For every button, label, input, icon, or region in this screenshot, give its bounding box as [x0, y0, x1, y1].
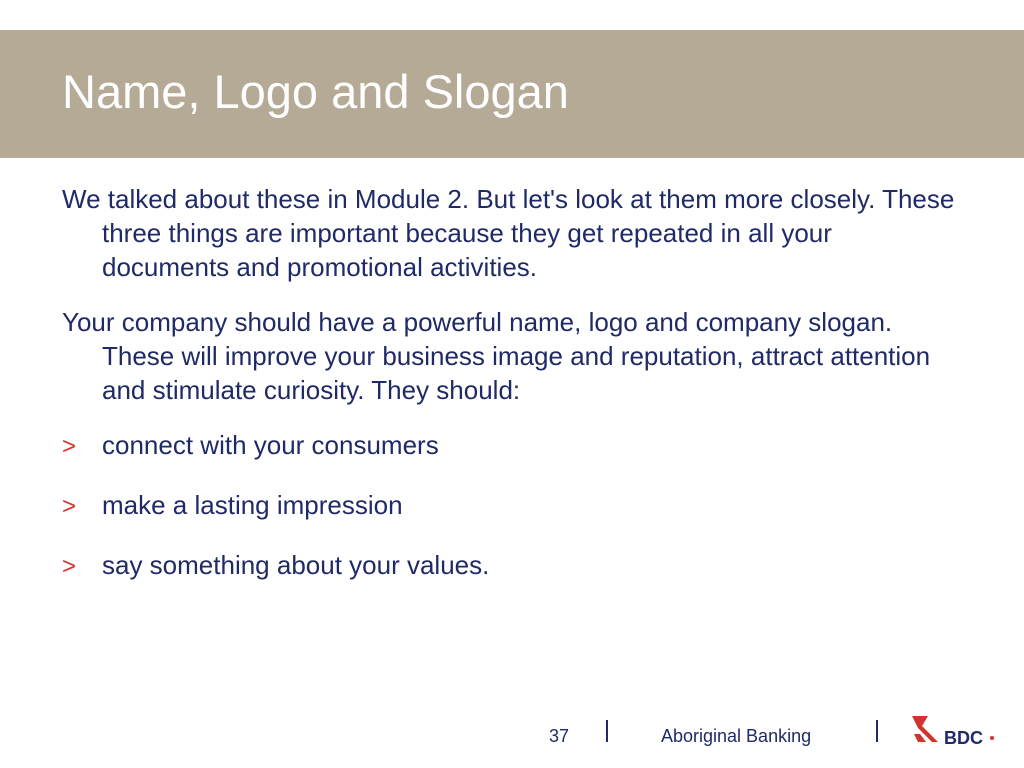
- bullet-text: connect with your consumers: [102, 430, 439, 460]
- bullet-marker: >: [62, 553, 77, 580]
- bullet-text: make a lasting impression: [102, 490, 403, 520]
- paragraph-company: Your company should have a powerful name, logo and company slogan. These will improve your business image and reputation, attract attention and stimulate curiosity. They should:: [62, 307, 931, 405]
- bullet-item: [62, 488, 962, 524]
- slide-body: [62, 182, 962, 608]
- bdc-logo: [908, 712, 998, 752]
- bullet-list: [62, 428, 962, 584]
- bullet-marker: >: [62, 433, 77, 460]
- logo-wordmark: BDC: [944, 728, 983, 748]
- bullet-text: say something about your values.: [102, 550, 490, 580]
- footer-divider: [606, 720, 608, 742]
- footer-label: Aboriginal Banking: [661, 726, 812, 746]
- logo-dot-icon: [990, 736, 994, 740]
- footer-divider: [876, 720, 878, 742]
- bullet-marker: >: [62, 493, 77, 520]
- paragraph-intro: We talked about these in Module 2. But let's look at them more closely. These three things are important because they get repeated in all your documents and promotional activities.: [62, 184, 955, 282]
- logo-mark-icon: [912, 716, 938, 742]
- slide-footer: [0, 712, 1024, 768]
- bullet-item: [62, 548, 962, 584]
- page-number: 37: [549, 726, 570, 746]
- logo-mark-icon: [914, 734, 926, 742]
- slide-title: Name, Logo and Slogan: [62, 65, 569, 118]
- bullet-item: [62, 428, 962, 464]
